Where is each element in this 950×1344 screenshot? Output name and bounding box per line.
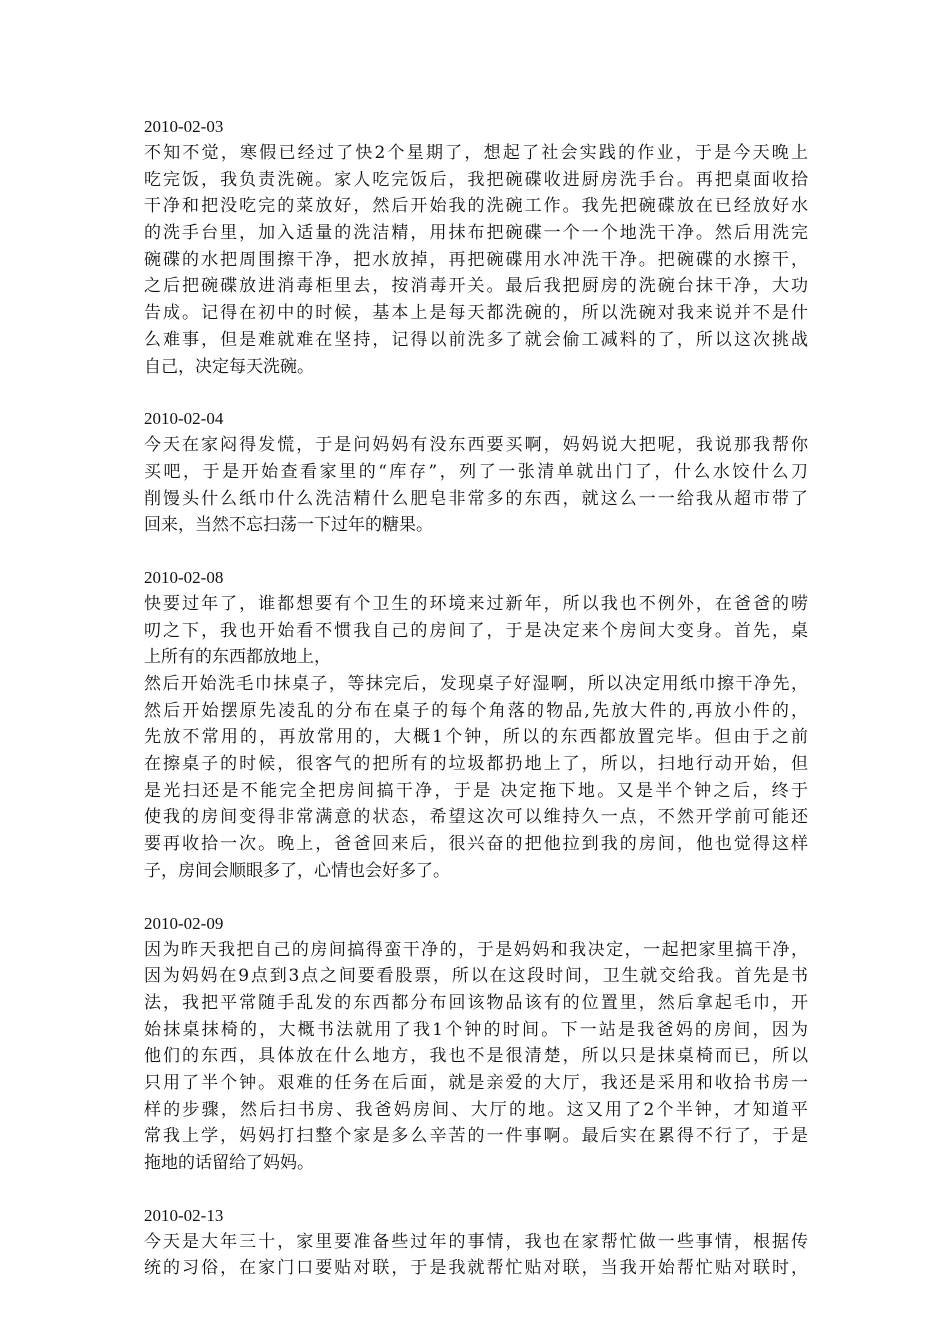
diary-entry — [144, 114, 808, 380]
entry-text-line: 买吧，于是开始查看家里的“库存”，列了一张清单就出门了，什么水饺什么刀 — [144, 461, 808, 482]
diary-entry — [144, 1203, 808, 1282]
diary-entry — [144, 911, 808, 1177]
entry-text-line: 样的步骤，然后扫书房、我爸妈房间、大厅的地。这又用了2个半钟，才知道平 — [144, 1099, 808, 1120]
entry-text-line: 要再收拾一次。晚上，爸爸回来后，很兴奋的把他拉到我的房间，他也觉得这样 — [144, 834, 808, 855]
diary-page — [144, 114, 808, 1308]
entry-text-line: 今天在家闷得发慌，于是问妈妈有没东西要买啊，妈妈说大把呢，我说那我帮你 — [144, 435, 808, 456]
entry-text-line: 因为昨天我把自己的房间搞得蛮干净的，于是妈妈和我决定，一起把家里搞干净， — [144, 939, 808, 960]
entry-text-line: 他们的东西，具体放在什么地方，我也不是很清楚，所以只是抹桌椅而已，所以 — [144, 1046, 808, 1067]
entry-text-line: 碗碟的水把周围擦干净，把水放掉，再把碗碟用水冲洗干净。把碗碟的水擦干， — [144, 249, 808, 270]
entry-text-line: 叨之下，我也开始看不惯我自己的房间了，于是决定来个房间大变身。首先，桌 — [144, 620, 808, 641]
entry-text-line: 然后开始洗毛巾抹桌子，等抹完后，发现桌子好湿啊，所以决定用纸巾擦干净先， — [144, 674, 808, 694]
entry-text-line: 回来，当然不忘扫荡一下过年的糖果。 — [144, 515, 433, 536]
entry-text-line: 法，我把平常随手乱发的东西都分布回该物品该有的位置里，然后拿起毛巾，开 — [144, 992, 808, 1013]
entry-text-line: 快要过年了，谁都想要有个卫生的环境来过新年，所以我也不例外，在爸爸的唠 — [144, 593, 808, 614]
entry-text-line: 只用了半个钟。艰难的任务在后面，就是亲爱的大厅，我还是采用和收拾书房一 — [144, 1072, 808, 1093]
diary-entry — [144, 565, 808, 885]
entry-date: 2010-02-13 — [144, 1205, 224, 1225]
entry-text-line: 自己，决定每天洗碗。 — [144, 356, 314, 377]
entry-text-line: 统的习俗，在家门口要贴对联，于是我就帮忙贴对联，当我开始帮忙贴对联时， — [144, 1258, 808, 1279]
entry-text-line: 是光扫还是不能完全把房间搞干净，于是 决定拖下地。又是半个钟之后，终于 — [144, 780, 808, 801]
entry-date: 2010-02-08 — [144, 567, 224, 587]
entry-text-line: 在擦桌子的时候，很客气的把所有的垃圾都扔地上了，所以，扫地行动开始，但 — [144, 754, 808, 775]
entry-date: 2010-02-09 — [144, 913, 224, 933]
entry-text-line: 然后开始摆原先凌乱的分布在桌子的每个角落的物品,先放大件的,再放小件的， — [144, 700, 808, 721]
entry-text-line: 子，房间会顺眼多了，心情也会好多了。 — [144, 860, 450, 881]
entry-text-line: 吃完饭，我负责洗碗。家人吃完饭后，我把碗碟收进厨房洗手台。再把桌面收拾 — [144, 169, 808, 190]
entry-text-line: 的洗手台里，加入适量的洗洁精，用抹布把碗碟一个一个地洗干净。然后用洗完 — [144, 223, 808, 244]
entry-text-line: 常我上学，妈妈打扫整个家是多么辛苦的一件事啊。最后实在累得不行了，于是 — [144, 1126, 808, 1147]
entry-text-line: 告成。记得在初中的时候，基本上是每天都洗碗的，所以洗碗对我来说并不是什 — [144, 303, 808, 324]
entry-text-line: 拖地的话留给了妈妈。 — [144, 1153, 314, 1173]
entry-date: 2010-02-03 — [144, 117, 224, 136]
entry-text-line: 使我的房间变得非常满意的状态，希望这次可以维持久一点，不然开学前可能还 — [144, 807, 808, 828]
entry-text-line: 之后把碗碟放进消毒柜里去，按消毒开关。最后我把厨房的洗碗台抹干净，大功 — [144, 276, 808, 297]
entry-text-line: 始抹桌抹椅的，大概书法就用了我1个钟的时间。下一站是我爸妈的房间，因为 — [144, 1019, 808, 1040]
entry-text-line: 上所有的东西都放地上， — [144, 647, 331, 668]
entry-text-line: 削馒头什么纸巾什么洗洁精什么肥皂非常多的东西，就这么一一给我从超市带了 — [144, 488, 808, 509]
entry-date: 2010-02-04 — [144, 409, 224, 429]
entry-text-line: 不知不觉，寒假已经过了快2个星期了，想起了社会实践的作业，于是今天晚上 — [144, 143, 808, 163]
entry-text-line: 么难事，但是难就难在坚持，记得以前洗多了就会偷工减料的了，所以这次挑战 — [144, 329, 808, 350]
entry-text-line: 今天是大年三十，家里要准备些过年的事情，我也在家帮忙做一些事情，根据传 — [144, 1231, 808, 1252]
entry-text-line: 先放不常用的，再放常用的，大概1个钟，所以的东西都放置完毕。但由于之前 — [144, 727, 808, 748]
entry-text-line: 干净和把没吃完的菜放好，然后开始我的洗碗工作。我先把碗碟放在已经放好水 — [144, 196, 808, 217]
entry-text-line: 因为妈妈在9点到3点之间要看股票，所以在这段时间，卫生就交给我。首先是书 — [144, 966, 808, 987]
diary-entry — [144, 406, 808, 539]
